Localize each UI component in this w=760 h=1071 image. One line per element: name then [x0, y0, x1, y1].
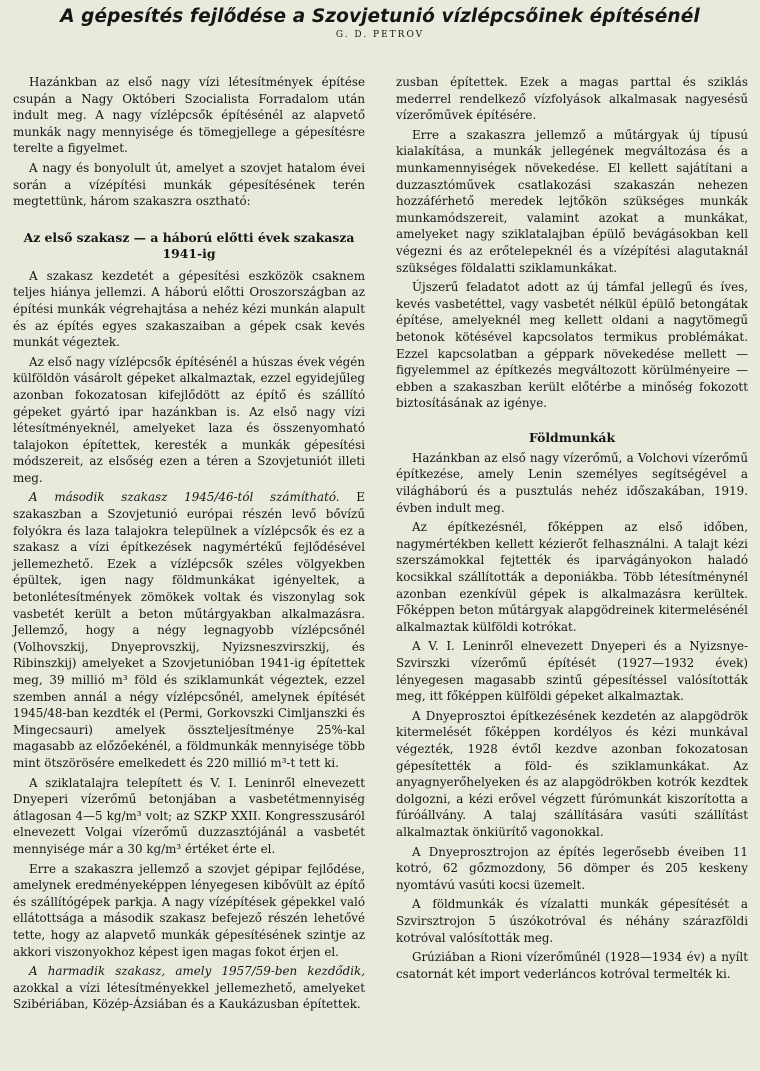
article-title: A gépesítés fejlődése a Szovjetunió vízlépcsőinek építésénél: [60, 6, 700, 27]
paragraph: Hazánkban az első nagy vízi létesítmények építése csupán a Nagy Októberi Szocialista Forradalom után indult meg. A nagy vízlépcsők építésénél az alapvető munkák nagy mennyisége és tömegjellege a gépesítésre terelte a figyelmet.: [13, 75, 365, 156]
paragraph: Az építkezésnél, főképpen az első időben, nagymértékben kellett kézierőt felhasználni. A talajt kézi szerszámokkal fejtették és iparvágányokon haladó kocsikkal szállították a deponiákba. Több létesítménynél azonban ezenkívül gépek is alkalmazásra kerültek. Főképpen beton műtárgyak alapgödreinek kitermelésénél alkalmaztak külföldi kotrókat.: [396, 520, 748, 634]
section-heading: Az első szakasz — a háború előtti évek szakasza 1941-ig: [23, 229, 355, 261]
paragraph: A Dnyeprosztrojon az építés legerősebb éveiben 11 kotró, 62 gőzmozdony, 56 dömper és 205 keskeny nyomtávú vasúti kocsi üzemelt.: [396, 844, 748, 892]
emphasis: A harmadik szakasz, amely 1957/59-ben kezdődik,: [29, 964, 365, 979]
paragraph: zusban építettek. Ezek a magas parttal és sziklás mederrel rendelkező vízfolyások alkalmasak nagyesésű vízerőművek építésére.: [396, 75, 748, 123]
paragraph: Újszerű feladatot adott az új támfal jellegű és íves, kevés vasbetéttel, vagy vasbetét nélkül épülő betongátak építése, amelyeknél meg kellett oldani a nagytömegű betonok kötésével kapcsolatos termikus problémákat. Ezzel kapcsolatban a géppark növekedése mellett — figyelemmel az építkezés megváltozott körülményeire — ebben a szakaszban került előtérbe a minőség fokozott biztosításának az igénye.: [396, 280, 748, 411]
paragraph: A nagy és bonyolult út, amelyet a szovjet hatalom évei során a vízépítési munkák gépesítésének terén megtettünk, három szakaszra osztható:: [13, 160, 365, 209]
article-author: G. D. PETROV: [335, 30, 425, 40]
paragraph: Hazánkban az első nagy vízerőmű, a Volchovi vízerőmű építkezése, amely Lenin személyes segítségével a világháború és a pusztulás nehéz időszakában, 1919. évben indult meg.: [396, 450, 748, 515]
paragraph: Grúziában a Rioni vízerőműnél (1928—1934 év) a nyílt csatornát két import vederláncos kotróval termelték ki.: [396, 950, 748, 981]
paragraph: Erre a szakaszra jellemző a műtárgyak új típusú kialakítása, a munkák jellegének megváltozása és a munkamennyiségek növekedése. El kellett sajátítani a duzzasztóművek csatlakozási szakaszán nehezen hozzáférhető meredek lejtőkön szükséges munkák munkamódszereit, valamint azokat a munkákat, amelyeket nagy sziklatalajban épülő bevágásokban kell végezni és az erőtelepeknél és a vízépítési alagutaknál szükséges földalatti sziklamunkákat.: [396, 127, 748, 275]
paragraph: A földmunkák és vízalatti munkák gépesítését a Szvirsztrojon 5 úszókotróval és néhány szárazföldi kotróval valósították meg.: [396, 897, 748, 945]
paragraph: [13, 963, 365, 1013]
right-column: [396, 74, 748, 982]
paragraph: A sziklatalajra telepített és V. I. Leninről elnevezett Dnyeperi vízerőmű betonjában a vasbetétmennyiség átlagosan 4—5 kg/m³ volt; az SZKP XXII. Kongresszusáról elnevezett Volgai vízerőmű duzzasztójánál a vasbetét mennyisége már a 30 kg/m³ értéket érte el.: [13, 775, 365, 856]
paragraph: A Dnyeprosztoi építkezésének kezdetén az alapgödrök kitermelését főképpen kordélyos és kézi munkával végezték, 1928 évtől kezdve azonban fokozatosan gépesítették a föld- és sziklamunkákat. Az anyagnyerőhelyeken és az alapgödrökben kotrók kezdtek dolgozni, a kézi erővel végzett fúrómunkát kiszorította a fúróállvány. A talaj szállítására vasúti szállítást alkalmaztak önkiürítő vagonokkal.: [396, 708, 748, 839]
paragraph-text: E szakaszban a Szovjetunió európai részén levő bővízű folyókra és laza talajokra települnek a vízlépcsők és ez a szakasz a vízi építkezések nagymértékű fejlődésével jellemezhető. Ezek a vízlépcsők széles völgyekben épültek, igen nagy földmunkákat igényeltek, a betonlétesítmények zömökek voltak és viszonylag sok vasbetét került a beton műtárgyakban alkalmazásra. Jellemző, hogy a négy legnagyobb vízlépcsőnél (Volhovszkij, Dnyeprovszkij, Nyizsneszvirszkij, és Ribinszkij) amelyeket a Szovjetunióban 1941-ig építettek meg, 39 millió m³ föld és sziklamunkát végeztek, ezzel szemben annál a négy vízlépcsőnél, amelynek építését 1945/48-ban kezdték el (Permi, Gorkovszki Cimljanszki és Mingecsauri) amelyek összteljesítménye 25%-kal magasabb az előzőekénél, a földmunkák mennyisége több mint ötszörösére emelkedett és 220 millió m³-t tett ki.: [13, 490, 365, 770]
paragraph: Erre a szakaszra jellemző a szovjet gépipar fejlődése, amelynek eredményeképpen lényegesen kibővült az építő és szállítógépek parkja. A nagy vízépítések gépekkel való ellátottsága a második szakasz befejező részén lehetővé tette, hogy az alapvető munkák gépesítésének szintje az akkori viszonyokhoz képest igen magas fokot érjen el.: [13, 861, 365, 959]
left-column: [13, 74, 365, 1013]
section-heading: Földmunkák: [528, 429, 616, 445]
paragraph: A szakasz kezdetét a gépesítési eszközök csaknem teljes hiánya jellemzi. A háború előtti Oroszországban az építési munkák végrehajtása a nehéz kézi munkán alapult és az építés egyes szakaszaiban a gépek csak kevés munkát végeztek.: [13, 268, 365, 350]
emphasis: A második szakasz 1945/46-tól számítható.: [29, 490, 340, 505]
paragraph-text: azokkal a vízi létesítményekkel jellemezhető, amelyeket Szibériában, Közép-Ázsiában és a Kaukázusban építettek.: [13, 980, 365, 1012]
paragraph: Az első nagy vízlépcsők építésénél a húszas évek végén külföldön vásárolt gépeket alkalmaztak, ezzel egyidejűleg azonban fokozatosan kifejlődött az építő és szállító gépeket gyártó ipar hazánkban is. Az első nagy vízi létesítményeknél, amelyeket laza és összenyomható talajokon építettek, keresték a munkák gépesítési módszereit, az elsőség ezen a téren a Szovjetuniót illeti meg.: [13, 354, 365, 485]
paragraph: A V. I. Leninről elnevezett Dnyeperi és a Nyizsnye-Szvirszki vízerőmű építését (1927—1932 évek) lényegesen magasabb szintű gépesítéssel valósították meg, itt főképpen külföldi gépeket alkalmaztak.: [396, 639, 748, 704]
paragraph: [13, 489, 365, 771]
